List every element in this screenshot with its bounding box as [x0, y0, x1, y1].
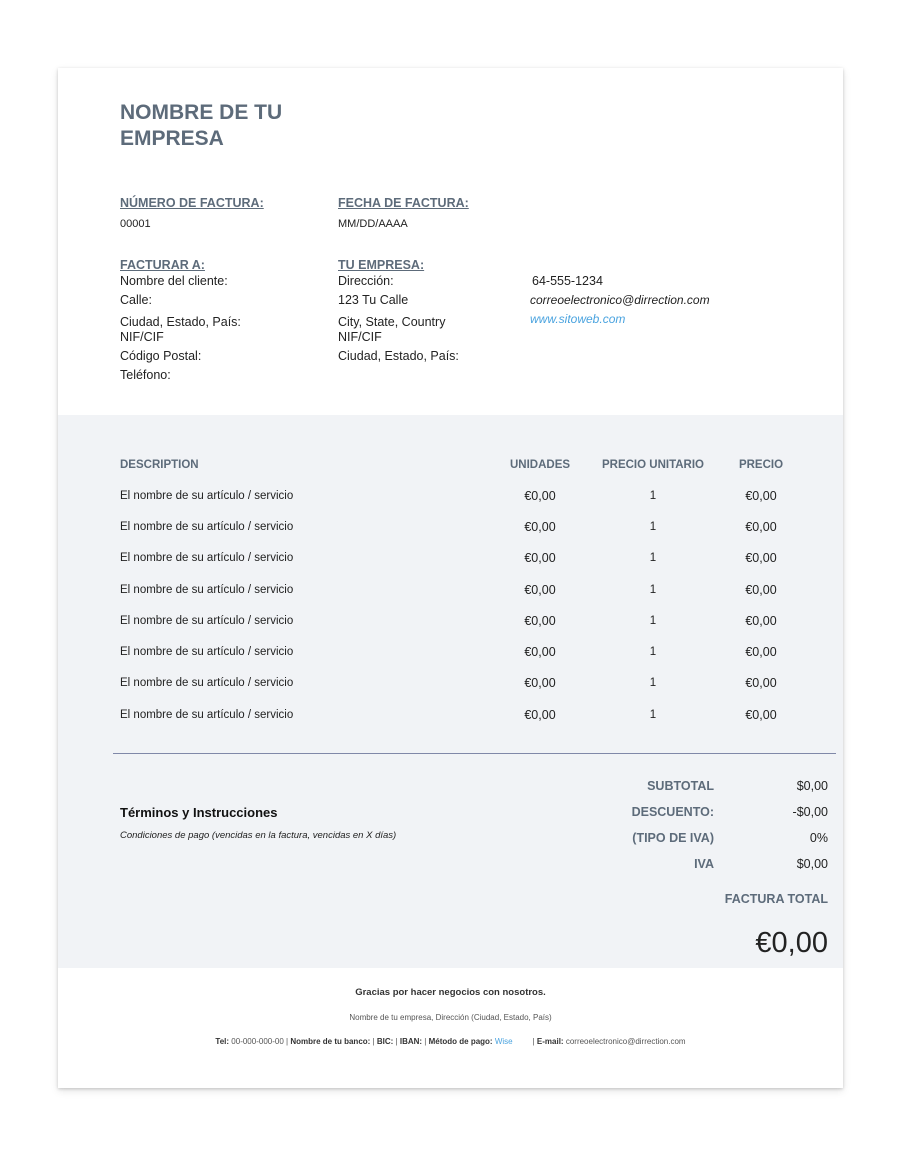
subtotal-value: $0,00 — [796, 779, 828, 793]
footer-address: Nombre de tu empresa, Dirección (Ciudad, Estado, País) — [349, 1013, 552, 1022]
vat-label: IVA — [694, 857, 714, 871]
your-company-line: Ciudad, Estado, País: — [338, 349, 459, 363]
footer-email[interactable]: correoelectronico@dirrection.com — [565, 1037, 686, 1046]
item-description: El nombre de su artículo / servicio — [120, 583, 294, 596]
item-description: El nombre de su artículo / servicio — [120, 708, 294, 721]
items-table — [120, 450, 806, 730]
your-company-line: Dirección: — [338, 274, 394, 288]
item-unit-price: 1 — [649, 708, 657, 721]
your-company-label: TU EMPRESA: — [338, 258, 425, 272]
item-unit-price: 1 — [649, 489, 657, 502]
item-units: €0,00 — [524, 613, 556, 628]
item-units: €0,00 — [524, 676, 556, 691]
item-units: €0,00 — [524, 551, 556, 566]
table-header-row — [120, 450, 806, 480]
item-units: €0,00 — [524, 519, 556, 534]
table-row — [120, 574, 806, 605]
contact-phone: 64-555-1234 — [532, 274, 603, 288]
item-units: €0,00 — [524, 645, 556, 660]
item-price: €0,00 — [745, 582, 777, 597]
bill-to-line: Nombre del cliente: — [120, 274, 228, 288]
invoice-date-label: FECHA DE FACTURA: — [338, 196, 469, 210]
item-unit-price: 1 — [649, 583, 657, 596]
item-units: €0,00 — [524, 582, 556, 597]
terms-text: Condiciones de pago (vencidas en la factura, vencidas en X días) — [120, 830, 397, 841]
column-header: DESCRIPTION — [120, 459, 199, 471]
bill-to-line: Código Postal: — [120, 349, 202, 363]
table-row — [120, 605, 806, 636]
bill-to-line: Ciudad, Estado, País: — [120, 315, 241, 329]
bill-to-line: NIF/CIF — [120, 330, 164, 344]
item-price: €0,00 — [745, 551, 777, 566]
bill-to-label: FACTURAR A: — [120, 258, 205, 272]
vat-rate-value: 0% — [809, 831, 828, 845]
item-price: €0,00 — [745, 645, 777, 660]
item-price: €0,00 — [745, 488, 777, 503]
your-company-line: City, State, Country — [338, 315, 446, 329]
footer-payment-label: Método de pago: — [428, 1037, 493, 1046]
table-row — [120, 699, 806, 730]
invoice-total-value: €0,00 — [755, 927, 828, 959]
item-description: El nombre de su artículo / servicio — [120, 677, 294, 690]
item-unit-price: 1 — [649, 614, 657, 627]
item-description: El nombre de su artículo / servicio — [120, 489, 294, 502]
your-company-line: NIF/CIF — [338, 330, 382, 344]
item-unit-price: 1 — [649, 646, 657, 659]
item-unit-price: 1 — [649, 520, 657, 533]
table-row — [120, 668, 806, 699]
invoice-date-value: MM/DD/AAAA — [338, 218, 408, 230]
invoice-total-label: FACTURA TOTAL — [724, 892, 828, 906]
vat-rate-label: (TIPO DE IVA) — [632, 831, 714, 845]
company-name: NOMBRE DE TU EMPRESA — [120, 101, 283, 150]
column-header: UNIDADES — [509, 459, 571, 471]
item-description: El nombre de su artículo / servicio — [120, 646, 294, 659]
discount-label: DESCUENTO: — [631, 805, 714, 819]
invoice-number-label: NÚMERO DE FACTURA: — [120, 196, 264, 210]
table-row — [120, 543, 806, 574]
contact-email[interactable]: correoelectronico@dirrection.com — [530, 293, 710, 307]
item-unit-price: 1 — [649, 552, 657, 565]
column-header: PRECIO — [738, 459, 784, 471]
item-price: €0,00 — [745, 613, 777, 628]
item-units: €0,00 — [524, 707, 556, 722]
item-description: El nombre de su artículo / servicio — [120, 552, 294, 565]
invoice-number-value: 00001 — [120, 218, 151, 230]
item-price: €0,00 — [745, 676, 777, 691]
footer-thanks: Gracias por hacer negocios con nosotros. — [355, 987, 546, 998]
footer-email-label: E-mail: — [536, 1037, 564, 1046]
footer-tel: 00-000-000-00 — [231, 1037, 284, 1046]
terms-title: Términos y Instrucciones — [120, 805, 278, 820]
item-price: €0,00 — [745, 519, 777, 534]
footer-iban-label: IBAN: — [399, 1037, 423, 1046]
subtotal-label: SUBTOTAL — [647, 779, 714, 793]
item-description: El nombre de su artículo / servicio — [120, 614, 294, 627]
column-header: PRECIO UNITARIO — [601, 459, 704, 471]
table-row — [120, 636, 806, 667]
bill-to-line: Calle: — [120, 293, 152, 307]
item-units: €0,00 — [524, 488, 556, 503]
your-company-line: 123 Tu Calle — [338, 293, 409, 307]
table-row — [120, 480, 806, 511]
item-price: €0,00 — [745, 707, 777, 722]
contact-website-link[interactable]: www.sitoweb.com — [530, 312, 626, 326]
item-unit-price: 1 — [649, 677, 657, 690]
footer-payment-link[interactable]: Wise — [494, 1037, 513, 1046]
footer-bank-label: Nombre de tu banco: — [290, 1037, 371, 1046]
table-row — [120, 511, 806, 542]
discount-value: -$0,00 — [792, 805, 828, 819]
footer-tel-label: Tel: — [215, 1037, 230, 1046]
footer-bank-line: Tel: 00-000-000-00 | Nombre de tu banco: | BIC: | IBAN: | Método de pago: Wise | E-mail: correoelectronico@dirrection.com — [215, 1037, 686, 1046]
totals-divider — [113, 753, 836, 754]
bill-to-line: Teléfono: — [120, 368, 171, 382]
footer-bic-label: BIC: — [376, 1037, 394, 1046]
item-description: El nombre de su artículo / servicio — [120, 520, 294, 533]
vat-value: $0,00 — [796, 857, 828, 871]
invoice-page — [58, 68, 843, 1088]
